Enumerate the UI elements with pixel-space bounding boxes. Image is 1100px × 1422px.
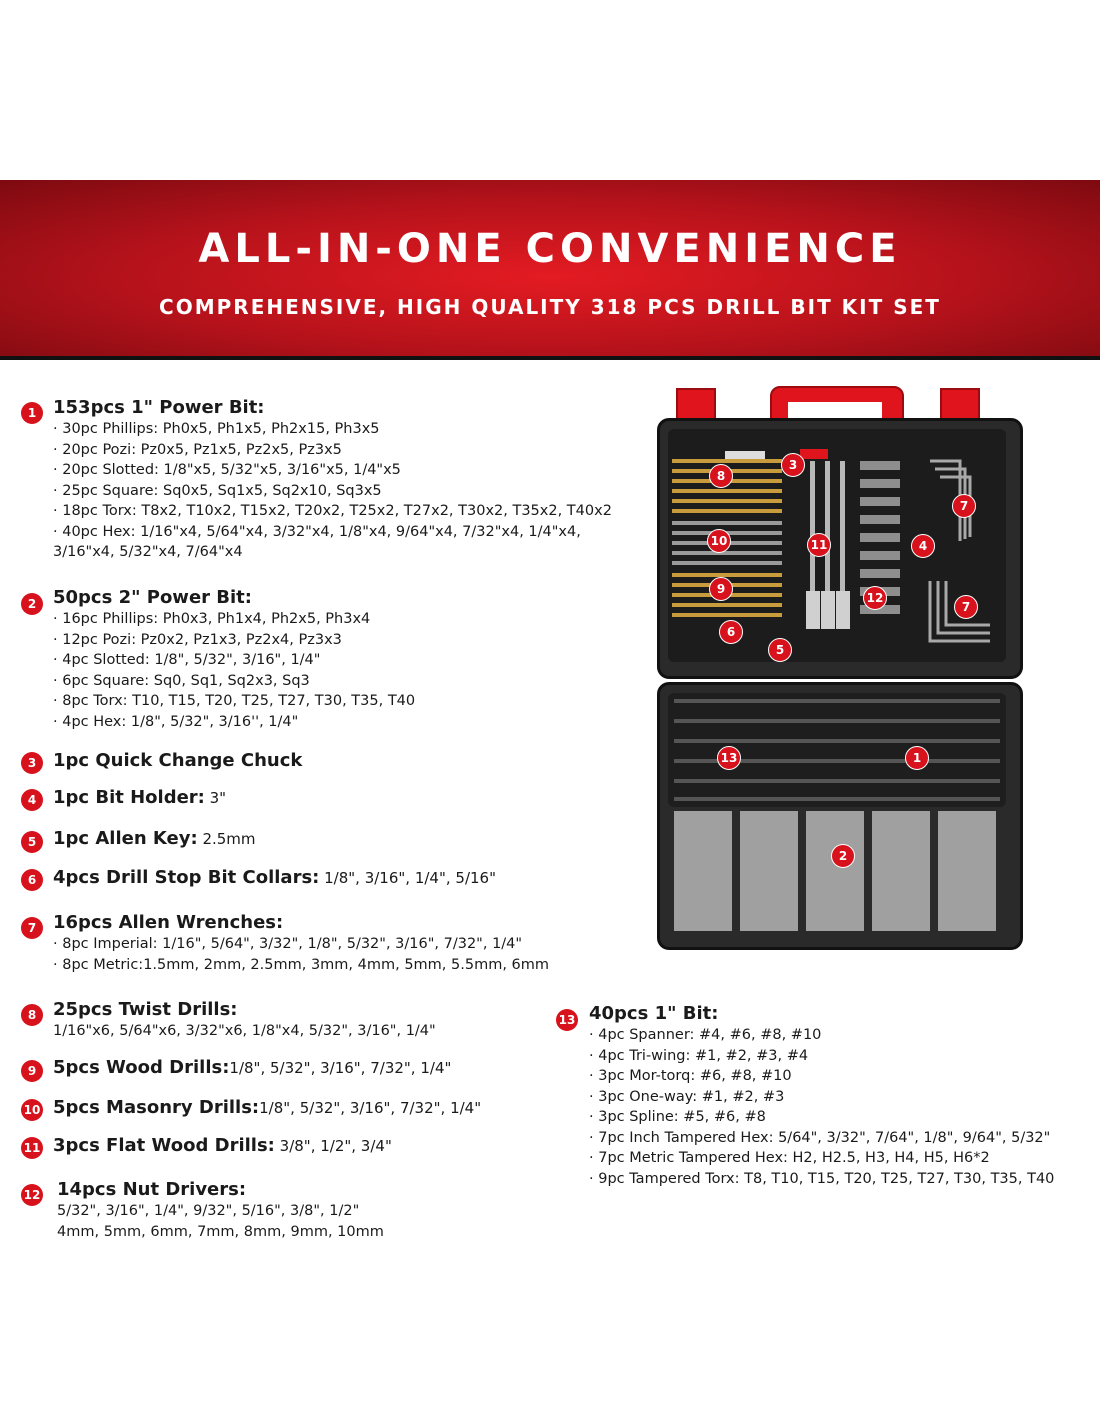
case-callout-13: 13 — [717, 746, 741, 770]
item-1-line: · 30pc Phillips: Ph0x5, Ph1x5, Ph2x15, Ph3x5 — [53, 421, 380, 437]
item-12-title: 14pcs Nut Drivers: — [57, 1179, 247, 1200]
case-callout-7a: 7 — [952, 494, 976, 518]
item-7-line: · 8pc Metric:1.5mm, 2mm, 2.5mm, 3mm, 4mm, 5mm, 5.5mm, 6mm — [53, 956, 550, 973]
case-callout-11: 11 — [807, 533, 831, 557]
item-1-title: 153pcs 1" Power Bit: — [53, 397, 265, 418]
item-4-detail: 3" — [204, 789, 227, 807]
item-9-detail: 1/8", 5/32", 3/16", 7/32", 1/4" — [229, 1059, 452, 1077]
item-12 — [57, 1179, 657, 1242]
item-12-line: 4mm, 5mm, 6mm, 7mm, 8mm, 9mm, 10mm — [57, 1223, 384, 1240]
item-13-line: · 7pc Inch Tampered Hex: 5/64", 3/32", 7/64", 1/8", 9/64", 5/32" — [589, 1129, 1051, 1146]
case-callout-10: 10 — [707, 529, 731, 553]
item-1-line: · 25pc Square: Sq0x5, Sq1x5, Sq2x10, Sq3x5 — [53, 482, 382, 499]
item-5 — [53, 828, 653, 850]
case-callout-4: 4 — [911, 534, 935, 558]
item-8-title: 25pcs Twist Drills: — [53, 999, 238, 1020]
item-6-detail: 1/8", 3/16", 1/4", 5/16" — [319, 869, 496, 887]
item-10 — [53, 1097, 653, 1119]
item-9 — [53, 1057, 653, 1079]
case-callout-7b: 7 — [954, 595, 978, 619]
item-2-line: · 4pc Slotted: 1/8", 5/32", 3/16", 1/4" — [53, 652, 321, 668]
item-7-badge: 7 — [21, 917, 43, 939]
item-13-line: · 3pc Mor-torq: #6, #8, #10 — [589, 1068, 792, 1084]
item-13-line: · 9pc Tampered Torx: T8, T10, T15, T20, T25, T27, T30, T35, T40 — [589, 1170, 1055, 1187]
banner-divider — [0, 356, 1100, 360]
case-callout-8: 8 — [709, 464, 733, 488]
item-1-badge: 1 — [21, 402, 43, 424]
item-2-line: · 16pc Phillips: Ph0x3, Ph1x4, Ph2x5, Ph3x4 — [53, 611, 371, 627]
item-7-title: 16pcs Allen Wrenches: — [53, 912, 284, 933]
item-6-title: 4pcs Drill Stop Bit Collars: — [53, 867, 320, 888]
item-13 — [589, 1003, 1094, 1189]
case-lower-tray — [657, 682, 1023, 950]
case-callout-5: 5 — [768, 638, 792, 662]
item-5-title: 1pc Allen Key: — [53, 828, 198, 849]
page-subtitle: COMPREHENSIVE, HIGH QUALITY 318 PCS DRILL BIT KIT SET — [159, 295, 941, 319]
item-1-line: · 18pc Torx: T8x2, T10x2, T15x2, T20x2, T25x2, T27x2, T30x2, T35x2, T40x2 — [53, 503, 612, 519]
item-10-detail: 1/8", 5/32", 3/16", 7/32", 1/4" — [259, 1099, 482, 1117]
item-13-title: 40pcs 1" Bit: — [589, 1003, 719, 1024]
case-callout-9: 9 — [709, 577, 733, 601]
item-1-line: · 20pc Pozi: Pz0x5, Pz1x5, Pz2x5, Pz3x5 — [53, 441, 342, 458]
page-title: ALL-IN-ONE CONVENIENCE — [198, 226, 902, 272]
item-2-line: · 8pc Torx: T10, T15, T20, T25, T27, T30, T35, T40 — [53, 693, 416, 709]
item-9-badge: 9 — [21, 1060, 43, 1082]
item-1-line-continued: 3/16"x4, 5/32"x4, 7/64"x4 — [53, 544, 243, 560]
item-2-title: 50pcs 2" Power Bit: — [53, 587, 252, 608]
item-4-title: 1pc Bit Holder: — [53, 787, 205, 808]
item-4-badge: 4 — [21, 789, 43, 811]
item-8-badge: 8 — [21, 1004, 43, 1026]
case-callout-3: 3 — [781, 453, 805, 477]
item-13-line: · 4pc Spanner: #4, #6, #8, #10 — [589, 1027, 822, 1043]
case-callout-1: 1 — [905, 746, 929, 770]
case-callout-2: 2 — [831, 844, 855, 868]
item-10-title: 5pcs Masonry Drills: — [53, 1097, 260, 1118]
item-3-title: 1pc Quick Change Chuck — [53, 750, 303, 771]
item-5-detail: 2.5mm — [197, 830, 256, 848]
item-13-line: · 4pc Tri-wing: #1, #2, #3, #4 — [589, 1047, 809, 1064]
item-13-line: · 3pc Spline: #5, #6, #8 — [589, 1109, 766, 1125]
item-3-badge: 3 — [21, 752, 43, 774]
case-callout-6: 6 — [719, 620, 743, 644]
case-callout-12: 12 — [863, 586, 887, 610]
item-2-line: · 4pc Hex: 1/8", 5/32", 3/16'', 1/4" — [53, 713, 299, 730]
item-2-badge: 2 — [21, 593, 43, 615]
item-6 — [53, 867, 653, 889]
item-1-line: · 20pc Slotted: 1/8"x5, 5/32"x5, 3/16"x5, 1/4"x5 — [53, 462, 401, 478]
item-11-badge: 11 — [21, 1137, 43, 1159]
item-11-title: 3pcs Flat Wood Drills: — [53, 1135, 275, 1156]
item-6-badge: 6 — [21, 869, 43, 891]
item-12-badge: 12 — [21, 1184, 43, 1206]
item-1 — [53, 397, 653, 563]
item-1-line: · 40pc Hex: 1/16"x4, 5/64"x4, 3/32"x4, 1/8"x4, 9/64"x4, 7/32"x4, 1/4"x4, — [53, 523, 581, 540]
lower-tray-contents — [660, 685, 1014, 941]
item-3 — [53, 750, 653, 772]
item-2-line: · 12pc Pozi: Pz0x2, Pz1x3, Pz2x4, Pz3x3 — [53, 631, 342, 648]
item-8-line: 1/16"x6, 5/64"x6, 3/32"x6, 1/8"x4, 5/32", 3/16", 1/4" — [53, 1023, 436, 1039]
item-13-badge: 13 — [556, 1009, 578, 1031]
item-12-line: 5/32", 3/16", 1/4", 9/32", 5/16", 3/8", 1/2" — [57, 1203, 360, 1219]
item-2 — [53, 587, 653, 732]
item-4 — [53, 787, 653, 809]
item-2-line: · 6pc Square: Sq0, Sq1, Sq2x3, Sq3 — [53, 672, 310, 689]
item-11-detail: 3/8", 1/2", 3/4" — [274, 1137, 392, 1155]
item-7 — [53, 912, 653, 975]
item-7-line: · 8pc Imperial: 1/16", 5/64", 3/32", 1/8", 5/32", 3/16", 7/32", 1/4" — [53, 936, 523, 952]
item-13-line: · 3pc One-way: #1, #2, #3 — [589, 1088, 785, 1105]
item-13-line: · 7pc Metric Tampered Hex: H2, H2.5, H3, H4, H5, H6*2 — [589, 1150, 990, 1166]
tool-case-illustration — [652, 384, 1024, 954]
long-bits-icon — [674, 811, 996, 931]
item-9-title: 5pcs Wood Drills: — [53, 1057, 230, 1078]
item-11 — [53, 1135, 653, 1157]
item-10-badge: 10 — [21, 1099, 43, 1121]
item-5-badge: 5 — [21, 831, 43, 853]
